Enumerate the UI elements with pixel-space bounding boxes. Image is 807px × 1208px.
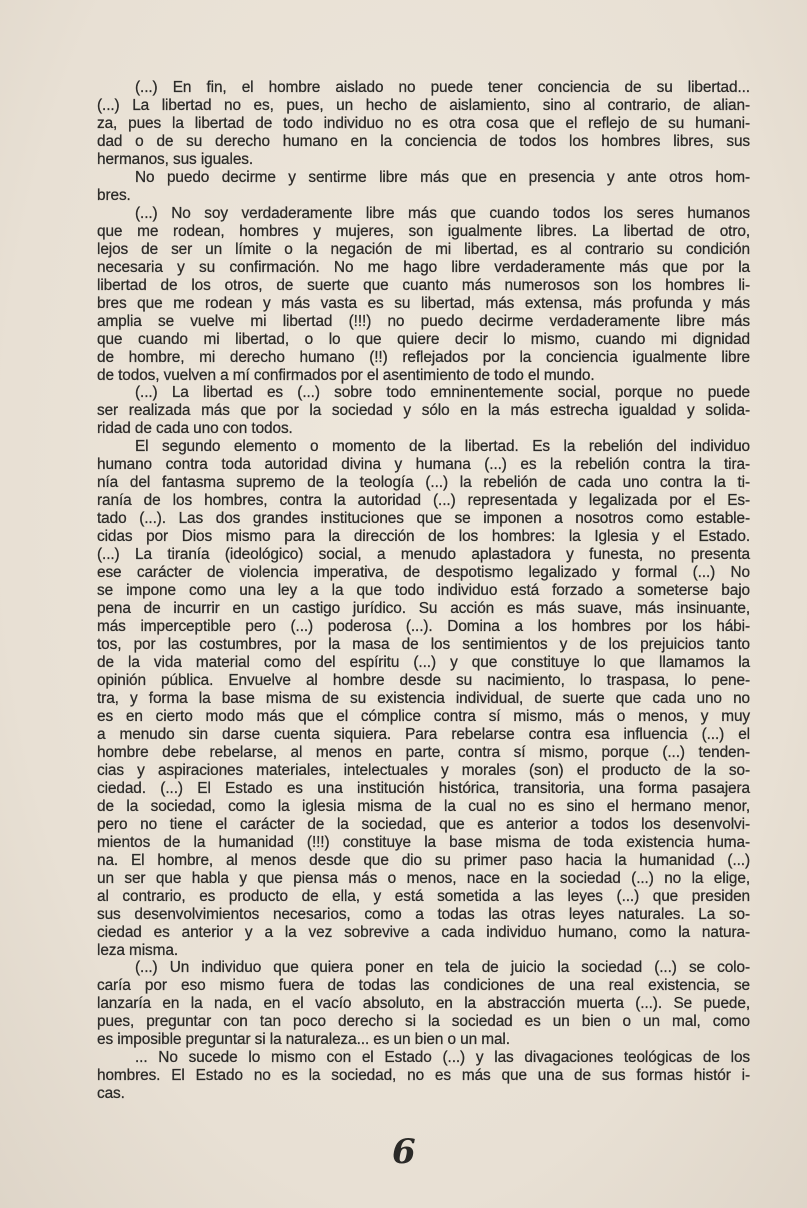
text-line: ciedad es anterior y a la vez sobrevive a cada individuo humano, como la natura- (97, 923, 750, 941)
text-line: bres. (97, 186, 131, 204)
text-line: a menudo sin darse cuenta siquiera. Para rebelarse contra esa influencia (...) el (97, 725, 750, 743)
text-line: mientos de la humanidad (!!!) constituye la base misma de toda existencia huma- (97, 833, 750, 851)
text-line: El segundo elemento o momento de la libertad. Es la rebelión del individuo (135, 438, 750, 456)
text-line: lanzaría en la nada, en el vacío absoluto, en la abstracción muerta (...). Se puede, (97, 995, 750, 1013)
text-line: ranía de los hombres, contra la autoridad (...) representada y legalizada por el Es- (97, 492, 750, 510)
text-line: que me rodean, hombres y mujeres, son igualmente libres. La libertad de otro, (97, 222, 750, 240)
text-line: pues, preguntar con tan poco derecho si la sociedad es un bien o un mal, como (97, 1013, 750, 1031)
text-line: hombre debe rebelarse, al menos en parte, contra sí mismo, porque (...) tenden- (97, 743, 750, 761)
text-line: opinión pública. Envuelve al hombre desde su nacimiento, lo traspasa, lo pene- (97, 671, 750, 689)
text-line: nía del fantasma supremo de la teología (...) la rebelión de cada uno contra la ti- (97, 474, 750, 492)
text-line: na. El hombre, al menos desde que dio su primer paso hacia la humanidad (...) (97, 851, 750, 869)
text-line: se impone como una ley a la que todo individuo está forzado a someterse bajo (97, 582, 750, 600)
text-line: cias y aspiraciones materiales, intelectuales y morales (son) el producto de la so- (97, 761, 750, 779)
text-line: humano contra toda autoridad divina y humana (...) es la rebelión contra la tira- (97, 456, 750, 474)
text-line: (...) Un individuo que quiera poner en tela de juicio la sociedad (...) se colo- (135, 959, 750, 977)
text-line: es en cierto modo más que el cómplice contra sí mismo, más o menos, y muy (97, 707, 750, 725)
text-line: (...) En fin, el hombre aislado no puede tener conciencia de su libertad... (135, 79, 750, 96)
text-line: dad o de su derecho humano en la conciencia de todos los hombres libres, sus (97, 132, 750, 150)
text-line: (...) La tiranía (ideológico) social, a menudo aplastadora y funesta, no presenta (97, 546, 750, 564)
paragraph (97, 79, 750, 169)
paragraph (97, 959, 750, 1049)
text-line: (...) La libertad es (...) sobre todo emninentemente social, porque no puede (135, 384, 750, 402)
text-line: ser realizada más que por la sociedad y sólo en la más estrecha igualdad y solida- (97, 402, 750, 420)
text-line: más imperceptible pero (...) poderosa (...). Domina a los hombres por los hábi- (97, 618, 750, 636)
text-line: amplia se vuelve mi libertad (!!!) no puedo decirme verdaderamente libre más (97, 312, 750, 330)
text-line: necesaria y su confirmación. No me hago libre verdaderamente más que por la (97, 258, 750, 276)
text-line: (...) No soy verdaderamente libre más que cuando todos los seres humanos (135, 204, 750, 222)
text-line: ese carácter de violencia imperativa, de despotismo legalizado y formal (...) No (97, 564, 750, 582)
text-line: pero no tiene el carácter de la sociedad, que es anterior a todos los desenvolvi- (97, 815, 750, 833)
text-line: libertad de los otros, de suerte que cuanto más numerosos son los hombres li- (97, 276, 750, 294)
text-line: lejos de ser un límite o la negación de mi libertad, es al contrario su condición (97, 240, 750, 258)
text-line: pena de incurrir en un castigo jurídico. Su acción es más suave, más insinuante, (97, 600, 750, 618)
text-line: sus desenvolvimientos necesarios, como a todas las otras leyes naturales. La so- (97, 905, 750, 923)
text-line: de la vida material como del espíritu (...) y que constituye lo que llamamos la (97, 654, 750, 671)
text-line: leza misma. (97, 941, 179, 959)
text-line: cidas por Dios mismo para la dirección de los hombres: la Iglesia y el Estado. (97, 528, 750, 546)
text-line: un ser que habla y que piensa más o menos, nace en la sociedad (...) no la elige, (97, 869, 750, 887)
text-line: tos, por las costumbres, por la masa de los sentimientos y de los prejuicios tanto (97, 636, 750, 654)
paragraph (97, 205, 750, 385)
text-line: ridad de cada uno con todos. (97, 420, 293, 438)
text-line: za, pues la libertad de todo individuo no es otra cosa que el reflejo de su humani- (97, 114, 750, 132)
text-line: caría por eso mismo fuera de todas las condiciones de una real existencia, se (97, 977, 750, 995)
text-line: cas. (97, 1085, 125, 1103)
text-line: de hombre, mi derecho humano (!!) reflejados por la conciencia igualmente libre (97, 348, 750, 366)
text-line: al contrario, es producto de ella, y está sometida a las leyes (...) que presiden (97, 887, 750, 905)
text-line: que cuando mi libertad, o lo que quiere decir lo mismo, cuando mi dignidad (97, 330, 750, 348)
paragraph (97, 1049, 750, 1103)
paragraph (97, 384, 750, 438)
text-line: tra, y forma la base misma de su existencia individual, de suerte que cada uno no (97, 689, 750, 707)
body-text (97, 79, 750, 1103)
text-line: hermanos, sus iguales. (97, 150, 254, 168)
page-number: 6 (392, 1132, 416, 1172)
text-line: No puedo decirme y sentirme libre más que en presencia y ante otros hom- (135, 168, 750, 186)
paragraph (97, 438, 750, 959)
text-line: (...) La libertad no es, pues, un hecho de aislamiento, sino al contrario, de alian- (97, 96, 750, 114)
text-line: ciedad. (...) El Estado es una institución histórica, transitoria, una forma pasajera (97, 779, 750, 797)
text-line: es imposible preguntar si la naturaleza... es un bien o un mal. (97, 1031, 510, 1049)
text-line: ... No sucede lo mismo con el Estado (...) y las divagaciones teológicas de los (135, 1049, 750, 1067)
text-line: hombres. El Estado no es la sociedad, no es más que una de sus formas histór i- (97, 1067, 750, 1085)
text-line: de todos, vuelven a mí confirmados por el asentimiento de todo el mundo. (97, 366, 595, 384)
text-line: tado (...). Las dos grandes instituciones que se imponen a nosotros como estable- (97, 510, 750, 528)
text-line: de la sociedad, como la iglesia misma de la cual no es sino el hermano menor, (97, 797, 750, 815)
text-line: bres que me rodean y más vasta es su libertad, más extensa, más profunda y más (97, 294, 750, 312)
paragraph (97, 169, 750, 205)
